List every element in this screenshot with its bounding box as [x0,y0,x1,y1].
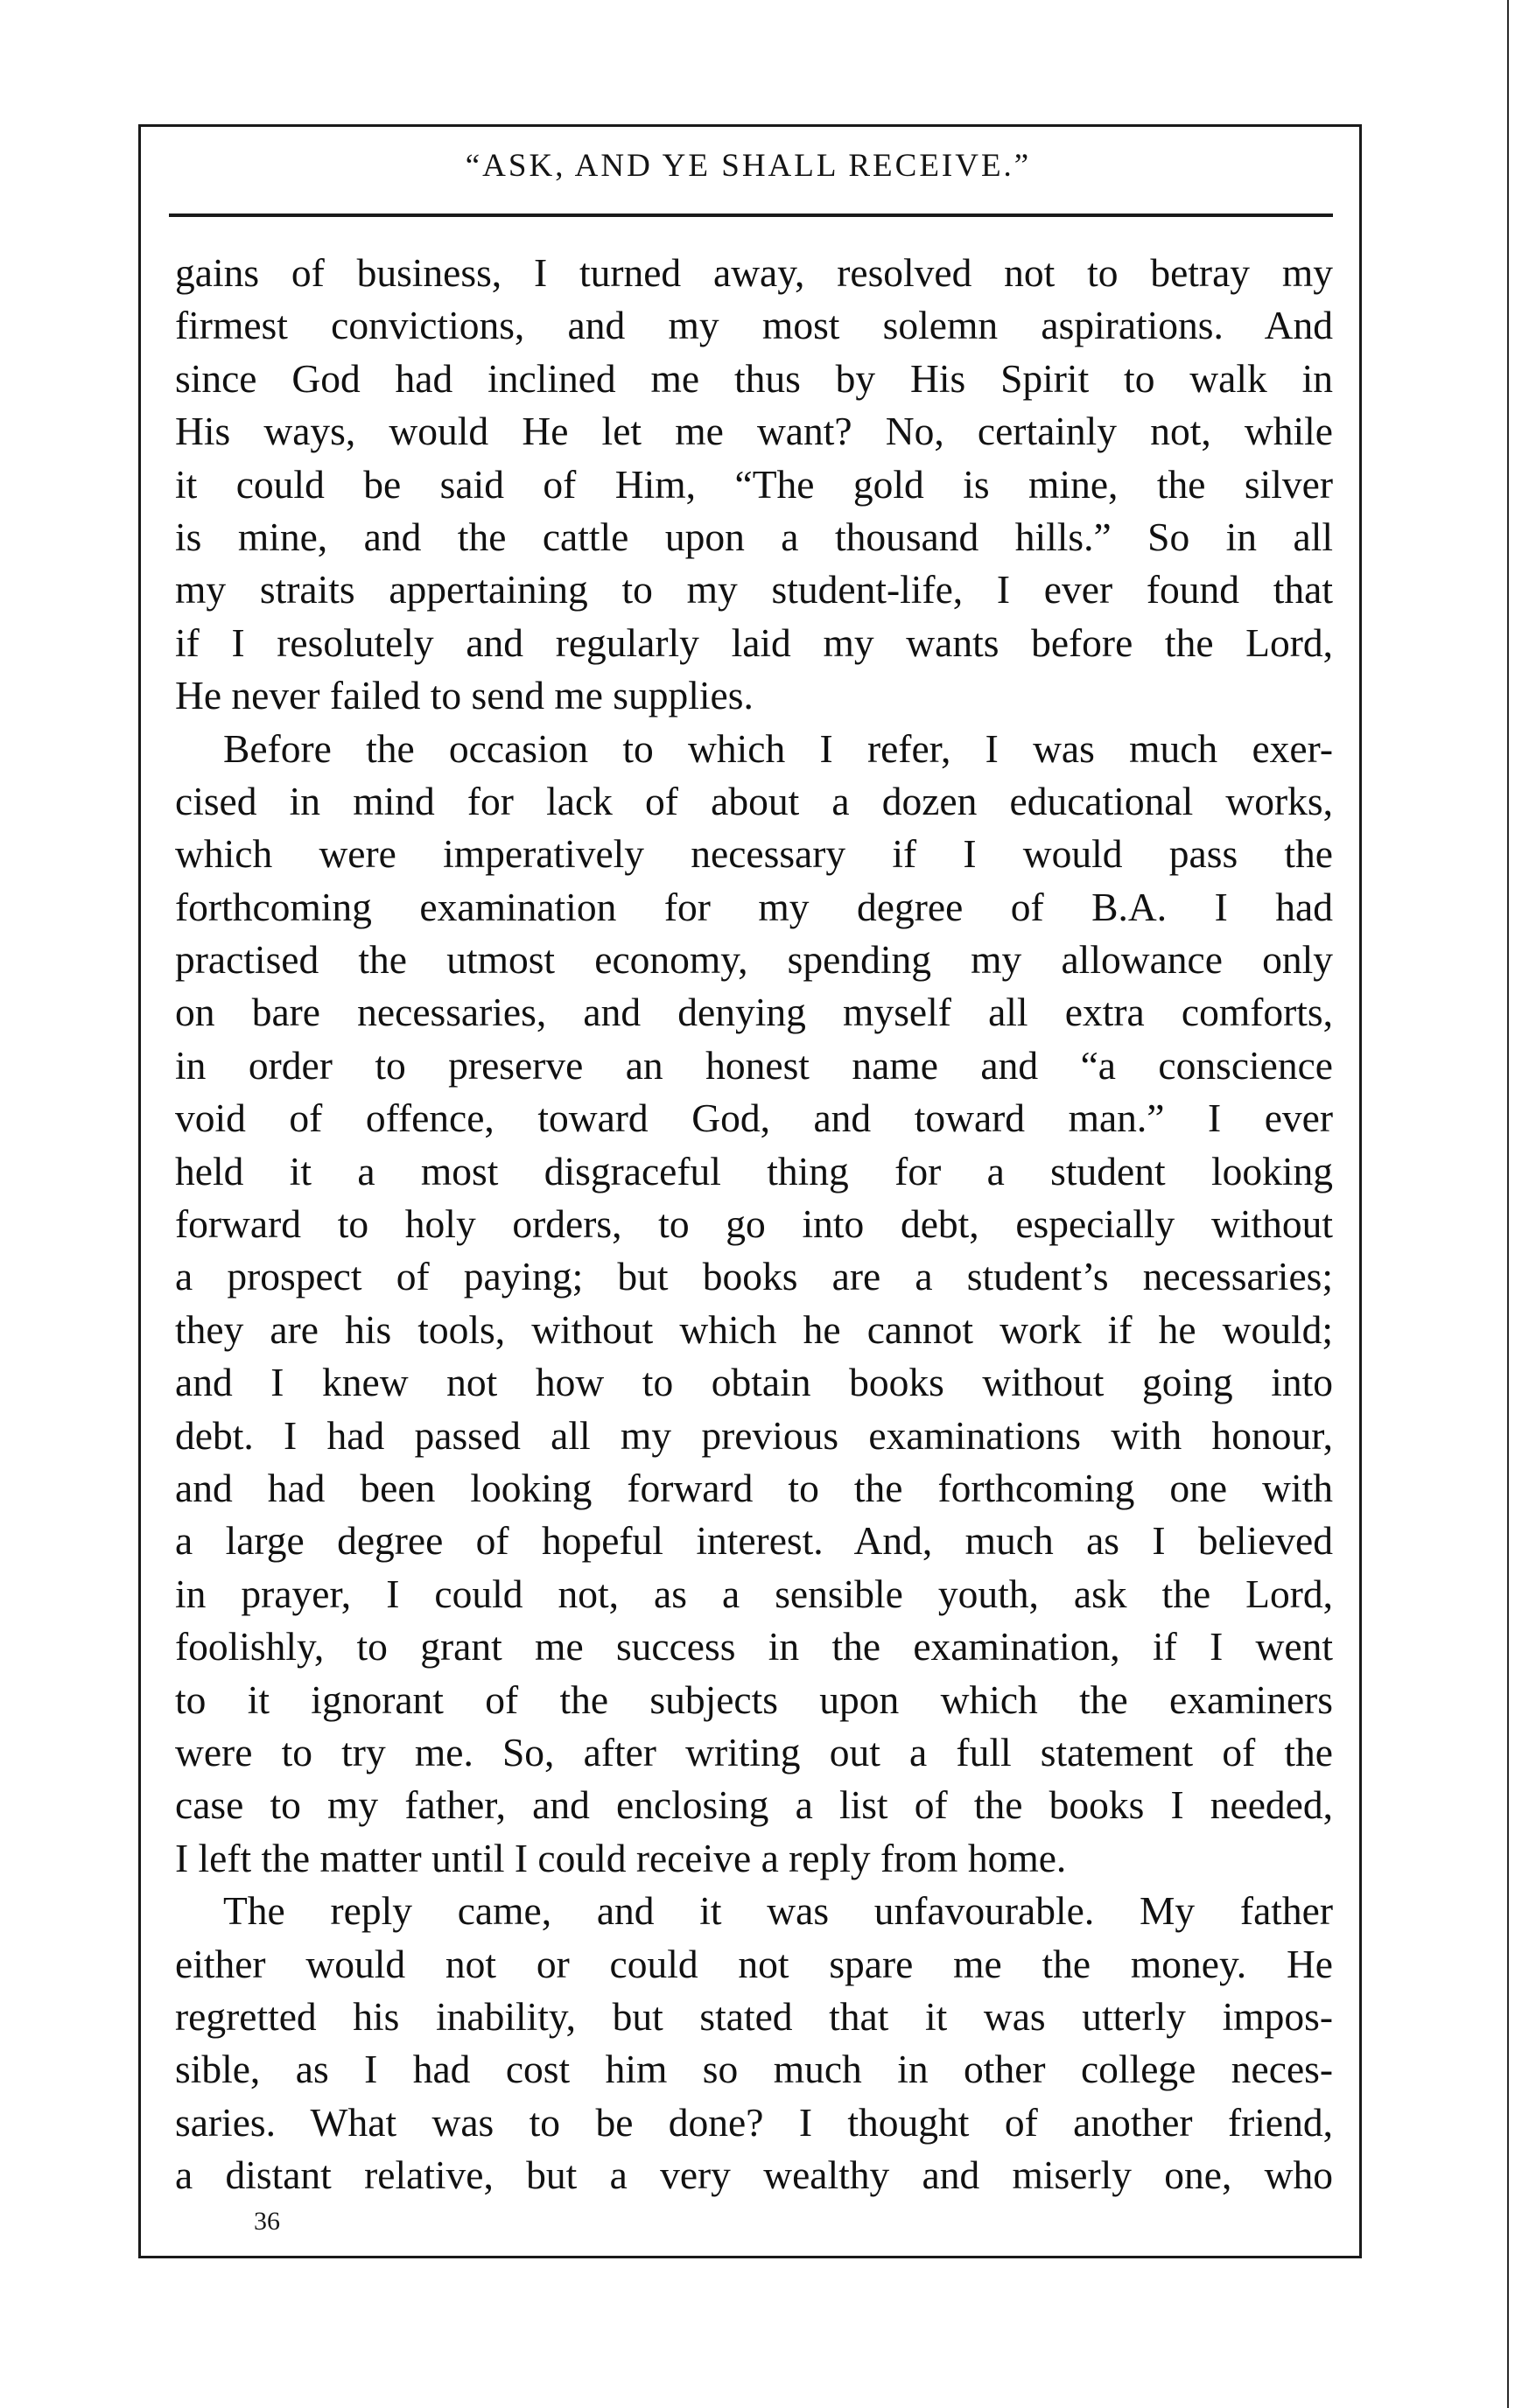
text-line: which were imperatively necessary if I would pass the [175,831,1333,877]
text-line: forward to holy orders, to go into debt, especially without [175,1201,1333,1247]
text-line: sible, as I had cost him so much in other college neces- [175,2047,1333,2092]
text-line: practised the utmost economy, spending my allowance only [175,937,1333,983]
text-line: in prayer, I could not, as a sensible youth, ask the Lord, [175,1571,1333,1616]
text-line: my straits appertaining to my student-life, I ever found that [175,567,1333,612]
text-line: void of offence, toward God, and toward man.” I ever [175,1096,1333,1141]
text-line: on bare necessaries, and denying myself all extra comforts, [175,990,1333,1035]
text-line: firmest convictions, and my most solemn aspirations. And [175,303,1333,348]
text-line: a large degree of hopeful interest. And, much as I believed [175,1518,1333,1564]
header-rule [169,214,1333,217]
text-line: cised in mind for lack of about a dozen educational works, [175,778,1333,823]
page-number: 36 [254,2207,280,2236]
text-line: were to try me. So, after writing out a full statement of the [175,1729,1333,1774]
text-line: I left the matter until I could receive a reply from home. [175,1835,1067,1880]
text-line: if I resolutely and regularly laid my wants before the Lord, [175,620,1333,665]
scan-edge-line [1507,0,1509,2408]
text-line: case to my father, and enclosing a list of the books I needed, [175,1782,1333,1828]
page-frame-right [1359,124,1362,2258]
text-line: it could be said of Him, “The gold is mine, the silver [175,461,1333,507]
text-line: His ways, would He let me want? No, certainly not, while [175,409,1333,454]
page-frame-bottom [138,2256,1362,2258]
text-line: a prospect of paying; but books are a student’s necessaries; [175,1254,1333,1299]
paragraph-start-line: The reply came, and it was unfavourable. My father [223,1888,1333,1934]
text-line: they are his tools, without which he cannot work if he would; [175,1306,1333,1352]
text-line: held it a most disgraceful thing for a student looking [175,1148,1333,1194]
text-line: He never failed to send me supplies. [175,673,754,718]
paragraph-start-line: Before the occasion to which I refer, I was much exer- [223,725,1333,771]
text-line: debt. I had passed all my previous examinations with honour, [175,1412,1333,1458]
text-line: saries. What was to be done? I thought of another friend, [175,2099,1333,2145]
text-line: forthcoming examination for my degree of B.A. I had [175,884,1333,929]
text-line: gains of business, I turned away, resolved not to betray my [175,250,1333,295]
text-line: is mine, and the cattle upon a thousand hills.” So in all [175,514,1333,559]
text-line: regretted his inability, but stated that it was utterly impos- [175,1993,1333,2039]
text-line: in order to preserve an honest name and “a conscience [175,1042,1333,1088]
text-line: and had been looking forward to the forthcoming one with [175,1465,1333,1510]
body-text [175,247,1333,2202]
text-line: to it ignorant of the subjects upon which the examiners [175,1676,1333,1722]
text-line: foolishly, to grant me success in the examination, if I went [175,1624,1333,1670]
text-line: since God had inclined me thus by His Spirit to walk in [175,355,1333,401]
text-line: a distant relative, but a very wealthy and miserly one, who [175,2152,1333,2198]
page-frame-top [138,124,1359,127]
text-line: either would not or could not spare me the money. He [175,1941,1333,1986]
page-frame-left [138,124,141,2258]
text-line: and I knew not how to obtain books without going into [175,1360,1333,1405]
running-head: “ASK, AND YE SHALL RECEIVE.” [465,148,1032,184]
